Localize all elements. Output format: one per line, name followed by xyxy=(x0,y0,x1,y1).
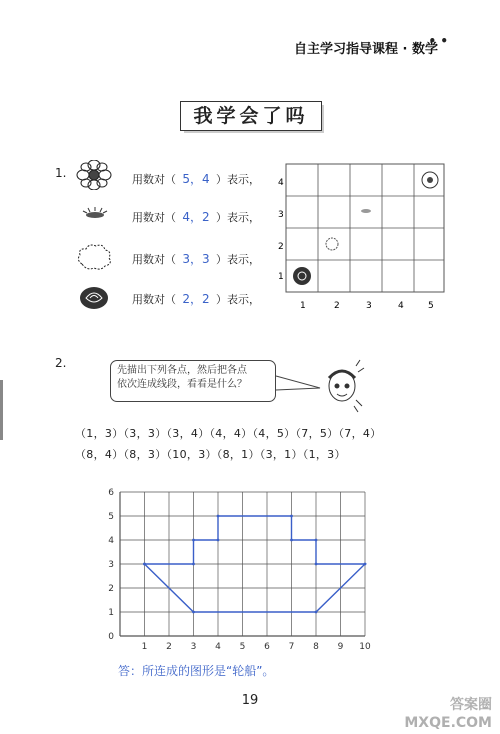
q1-row-3-answer: 3，3 xyxy=(182,252,210,266)
y-tick-label: 3 xyxy=(108,560,114,570)
watermark-line-1: 答案圈 xyxy=(450,697,492,713)
x-tick-label: 4 xyxy=(215,642,221,652)
x-tick-label: 3 xyxy=(190,642,197,652)
q1-x-tick-4: 4 xyxy=(398,301,404,311)
q1-x-tick-1: 1 xyxy=(300,301,306,311)
child-cartoon-icon xyxy=(320,356,366,414)
grid-sun-icon xyxy=(361,209,371,213)
x-tick-label: 5 xyxy=(239,642,246,652)
y-tick-label: 4 xyxy=(108,536,114,546)
cloud-icon xyxy=(74,242,114,272)
watermark-logo xyxy=(404,696,492,732)
rose-icon xyxy=(76,284,112,312)
page-number: 19 xyxy=(241,693,259,708)
question-1-number: 1. xyxy=(55,166,67,180)
boat-point-10 xyxy=(315,611,318,614)
q1-coordinate-grid xyxy=(270,158,450,316)
boat-coordinate-chart xyxy=(100,480,390,652)
boat-point-12 xyxy=(143,563,146,566)
q1-row-1-answer: 5，4 xyxy=(182,172,210,186)
x-tick-label: 1 xyxy=(141,642,148,652)
sun-icon xyxy=(80,205,110,223)
q1-x-tick-2: 2 xyxy=(334,301,340,311)
q1-y-tick-2: 2 xyxy=(278,242,284,252)
x-tick-label: 2 xyxy=(166,642,172,652)
q1-y-tick-3: 3 xyxy=(278,210,284,220)
q1-row-1 xyxy=(132,170,260,187)
q1-row-3-suffix: ）表示， xyxy=(216,253,260,266)
boat-point-5 xyxy=(290,515,293,518)
boat-point-7 xyxy=(315,539,318,542)
q1-x-tick-5: 5 xyxy=(428,301,434,311)
answer-text: 答：所连成的图形是“轮船”。 xyxy=(118,664,275,678)
page-header: 自主学习指导课程 · 数学 xyxy=(294,42,438,57)
q1-row-4-answer: 2，2 xyxy=(182,292,210,306)
q1-row-1-prefix: 用数对（ xyxy=(132,173,176,186)
boat-point-1 xyxy=(192,563,195,566)
y-tick-label: 2 xyxy=(108,584,114,594)
boat-point-3 xyxy=(217,539,220,542)
q1-y-tick-1: 1 xyxy=(278,272,284,282)
x-tick-label: 9 xyxy=(337,642,344,652)
bubble-tail xyxy=(274,372,324,396)
boat-point-8 xyxy=(315,563,318,566)
q1-row-2-suffix: ）表示， xyxy=(216,211,260,224)
q1-row-4-prefix: 用数对（ xyxy=(132,293,176,306)
boat-point-6 xyxy=(290,539,293,542)
q1-y-tick-4: 4 xyxy=(278,178,284,188)
section-title: 我学会了吗 xyxy=(180,101,322,131)
boat-point-11 xyxy=(192,611,195,614)
x-tick-label: 8 xyxy=(313,642,319,652)
q1-row-2-prefix: 用数对（ xyxy=(132,211,176,224)
bubble-line-1: 先描出下列各点，然后把各点 xyxy=(117,365,247,376)
flower-icon xyxy=(74,160,114,190)
grid-flower-icon xyxy=(422,172,438,188)
coordinate-pairs-line-1: （1，3）（3，3）（3，4）（4，4）（4，5）（7，5）（7，4） xyxy=(75,427,382,440)
boat-point-9 xyxy=(364,563,367,566)
bubble-line-2: 依次连成线段，看看是什么？ xyxy=(117,379,247,390)
watermark-line-2: MXQE.COM xyxy=(404,715,492,731)
coordinate-pairs-line-2: （8，4）（8，3）（10，3）（8，1）（3，1）（1，3） xyxy=(75,448,346,461)
y-tick-label: 0 xyxy=(108,632,114,642)
boat-point-4 xyxy=(217,515,220,518)
q1-row-4 xyxy=(132,290,260,307)
grid-cloud-icon xyxy=(326,238,338,250)
q1-row-4-suffix: ）表示， xyxy=(216,293,260,306)
q1-row-3 xyxy=(132,250,260,267)
y-tick-label: 1 xyxy=(108,608,114,618)
x-tick-label: 10 xyxy=(359,642,371,652)
grid-rose-icon xyxy=(290,264,314,288)
q1-row-2-answer: 4，2 xyxy=(182,210,210,224)
y-tick-label: 6 xyxy=(108,488,114,498)
y-tick-label: 5 xyxy=(108,512,114,522)
q1-x-tick-3: 3 xyxy=(366,301,372,311)
q1-row-3-prefix: 用数对（ xyxy=(132,253,176,266)
q1-row-2 xyxy=(132,208,260,225)
page-edge-shadow xyxy=(0,380,3,440)
question-2-number: 2. xyxy=(55,356,67,370)
header-decoration: • • xyxy=(428,34,448,48)
boat-point-2 xyxy=(192,539,195,542)
x-tick-label: 7 xyxy=(288,642,295,652)
speech-bubble xyxy=(110,360,276,402)
q1-row-1-suffix: ）表示， xyxy=(216,173,260,186)
x-tick-label: 6 xyxy=(264,642,270,652)
